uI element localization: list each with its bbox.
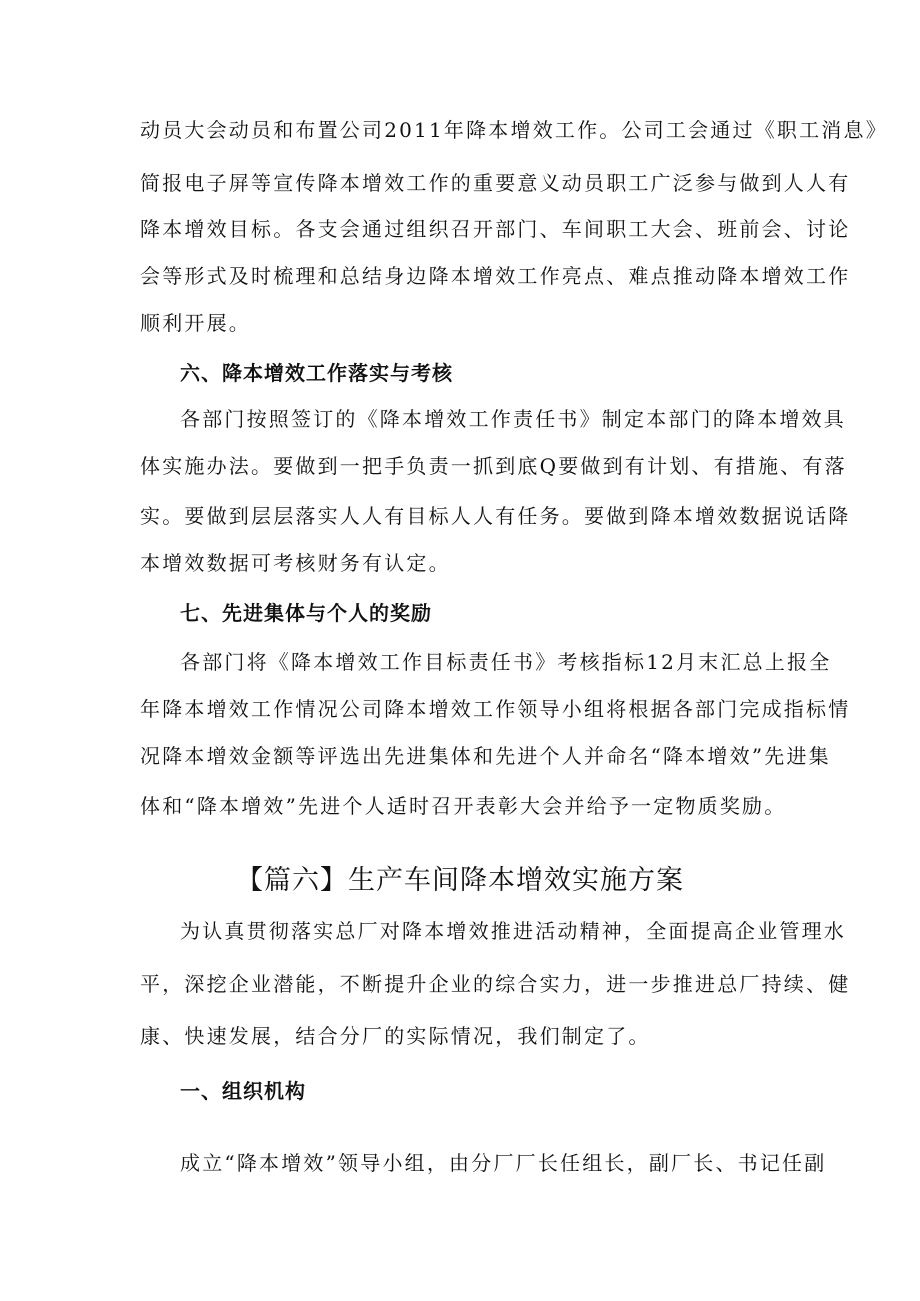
paragraph-line: 各部门按照签订的《降本增效工作责任书》制定本部门的降本增效具: [180, 407, 846, 431]
paragraph-line: 体和“降本增效”先进个人适时召开表彰大会并给予一定物质奖励。: [140, 794, 787, 818]
paragraph-line: 实。要做到层层落实人人有目标人人有任务。要做到降本增效数据说话降: [140, 504, 851, 528]
section-heading-1: 一、组织机构: [180, 1079, 306, 1103]
paragraph-line: 况降本增效金额等评选出先进集体和先进个人并命名“降本增效”先进集: [140, 744, 831, 768]
section-heading-6: 六、降本增效工作落实与考核: [180, 361, 453, 385]
paragraph-line: 本增效数据可考核财务有认定。: [140, 551, 451, 575]
paragraph-line: 年降本增效工作情况公司降本增效工作领导小组将根据各部门完成指标情: [140, 697, 851, 721]
paragraph-line: 会等形式及时梳理和总结身边降本增效工作亮点、难点推动降本增效工作: [140, 264, 851, 288]
paragraph-line: 简报电子屏等宣传降本增效工作的重要意义动员职工广泛参与做到人人有: [140, 171, 851, 195]
paragraph-line: 顺利开展。: [140, 311, 251, 335]
paragraph-line: 康、快速发展，结合分厂的实际情况，我们制定了。: [140, 1024, 651, 1048]
section-title: 【篇六】生产车间降本增效实施方案: [236, 865, 684, 896]
paragraph-line: 为认真贯彻落实总厂对降本增效推进活动精神，全面提高企业管理水: [180, 919, 846, 943]
paragraph-line: 平，深挖企业潜能，不断提升企业的综合实力，进一步推进总厂持续、健: [140, 972, 851, 996]
paragraph-line: 成立“降本增效”领导小组，由分厂厂长任组长，副厂长、书记任副: [180, 1151, 827, 1175]
section-heading-7: 七、先进集体与个人的奖励: [180, 601, 432, 625]
paragraph-line: 降本增效目标。各支会通过组织召开部门、车间职工大会、班前会、讨论: [140, 217, 851, 241]
paragraph-line: 体实施办法。要做到一把手负责一抓到底Q要做到有计划、有措施、有落: [140, 454, 847, 478]
paragraph-line: 各部门将《降本增效工作目标责任书》考核指标12月末汇总上报全: [180, 650, 832, 674]
paragraph-line: 动员大会动员和布置公司2011年降本增效工作。公司工会通过《职工消息》: [140, 118, 888, 142]
